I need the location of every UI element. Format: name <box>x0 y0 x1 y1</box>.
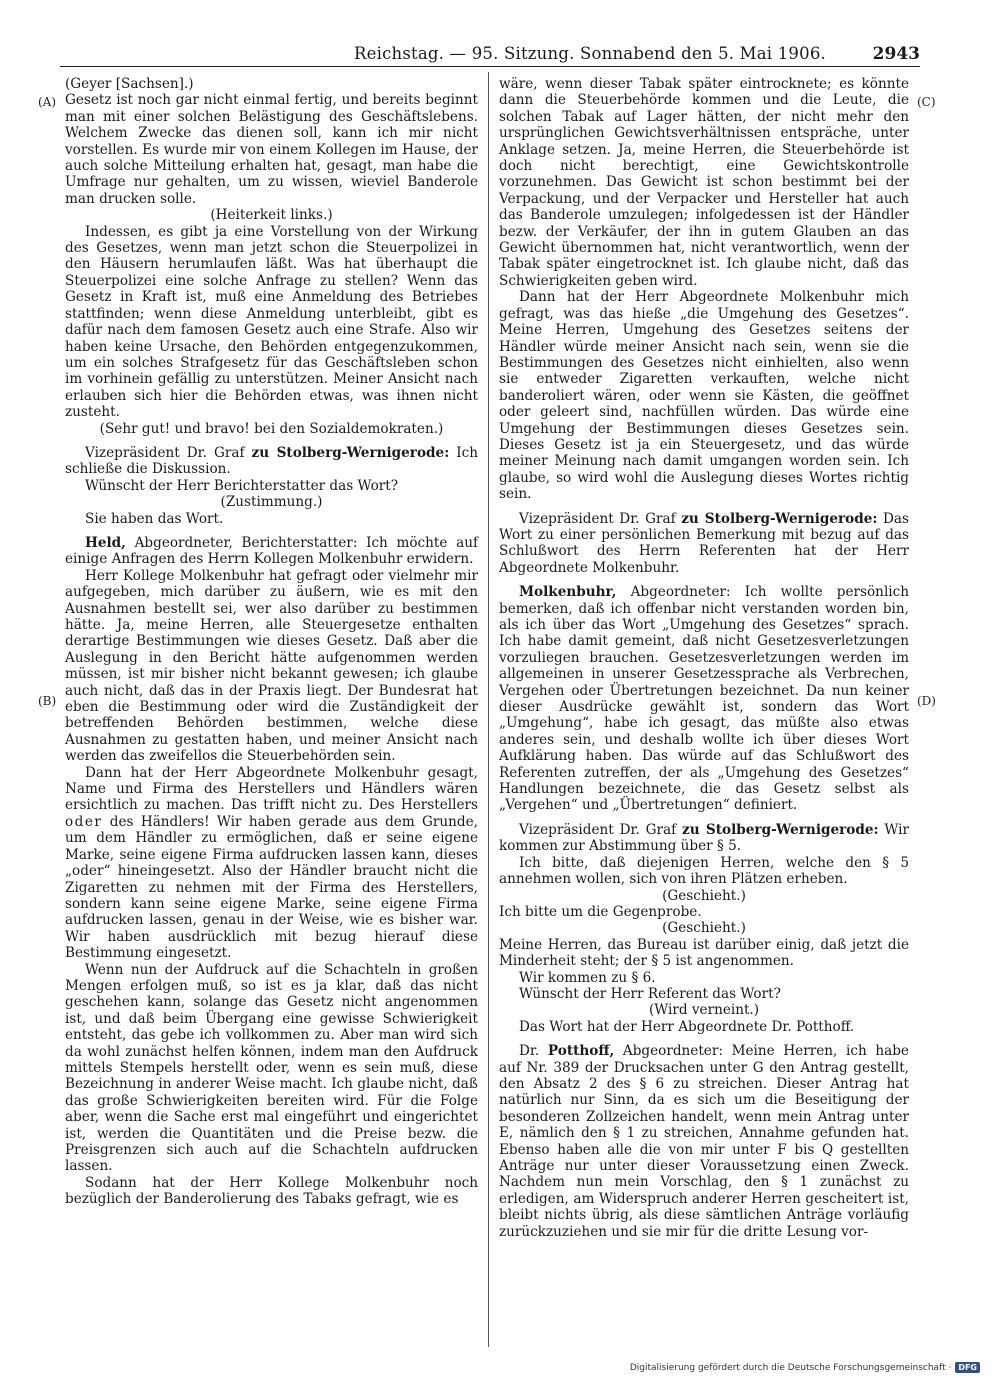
reaction: (Zustimmung.) <box>220 494 323 511</box>
paragraph: Herr Kollege Molkenbuhr hat gefragt oder vielmehr mir aufgegeben, mich darüber zu äußern, wie es mit den Ausnahmen bestellt sei, wer also darüber zu bestimmen hätte. Ja, meine Herren, alle Steuergesetze enthalten derartige Bestimmungen wie dieses Gesetz. Daß aber die Auslegung in den Bericht hätte aufgenommen werden müssen, ist mir bisher nicht bekannt gewesen; ich glaube auch nicht, daß das in der Praxis liegt. Der Bundesrat hat eben die Bestimmung oder wird die Zuständigkeit der betreffenden Behörden bestimmen, welche diese Ausnahmen zu gestatten haben, und meiner Ansicht nach werden das zweifellos die Steuerbehörden sein. <box>65 567 478 765</box>
speaker-paragraph <box>499 1043 909 1240</box>
speaker-tag: (Geyer [Sachsen].) <box>65 76 194 92</box>
speaker-name: Potthoff, <box>547 1043 615 1060</box>
paragraph: wäre, wenn dieser Tabak später eintrocknete; es könnte dann die Steuerbehörde kommen und die Leute, die solchen Tabak auf Lager hätten, der nicht mehr den ursprünglichen Gewichtsverhältnissen entspräche, unter Anklage setzen. Ja, meine Herren, die Steuerbehörde ist doch nicht berechtigt, eine Gewichtskontrolle vorzunehmen. Das Gewicht ist schon bestimmt bei der Verpackung, und der Verpacker und Hersteller hat auch das Banderole umzulegen; infolgedessen ist der Händler bezw. der Verkäufer, der ihn in gutem Glauben an das Gewicht übernommen hat, nicht verantwortlich, wenn der Tabak später eingetrocknet ist. Ich glaube nicht, daß das Schwierigkeiten geben wird. <box>499 76 909 289</box>
speaker-role: Vizepräsident Dr. Graf <box>519 510 676 527</box>
speaker-paragraph <box>499 511 909 577</box>
reaction: (Geschieht.) <box>662 920 746 937</box>
page-title: Reichstag. — 95. Sitzung. Sonnabend den 5. Mai 1906. <box>354 44 826 63</box>
paragraph: Wenn nun der Aufdruck auf die Schachteln in großen Mengen erfolgen muß, so ist es ja klar, daß das nicht geschehen kann, solange das Gesetz nicht angenommen ist, und daß beim Übergang eine gewisse Schwierigkeit entsteht, das gebe ich vollkommen zu. Aber man wird sich da wohl zunächst helfen können, indem man den Aufdruck mittels Stempels herstellt oder, wenn es sein muß, diese Bezeichnung in anderer Weise macht. Ich glaube nicht, daß das große Schwierigkeiten bereiten wird. Für die Folge aber, wenn die Sache erst mal eingeführt und eingerichtet ist, werden die Quantitäten und die Preise bezw. die Preisgrenzen sich auch auf die Schachteln aufdrucken lassen. <box>65 961 478 1175</box>
speech-text: Das Wort zu einer persönlichen Bemerkung mit bezug auf das Schlußwort des Herrn Referenten hat der Herr Abgeordnete Molkenbuhr. <box>499 510 909 576</box>
paragraph: Sie haben das Wort. <box>85 510 224 527</box>
speaker-name: zu Stolberg-Wernigerode: <box>681 510 878 527</box>
paragraph: Gesetz ist noch gar nicht einmal fertig, und bereits beginnt man mit einer solchen Belästigung des Geschäftslebens. Welchem Zwecke das dienen soll, kann ich mir nicht vorstellen. Es wurde mir von einem Kollegen im Hause, der auch solche Mitteilung erhalten hat, gesagt, man habe die Umfrage nur gehalten, um zu wissen, wieviel Banderole man drucken solle. <box>65 92 478 207</box>
reaction: (Geschieht.) <box>662 887 746 904</box>
column-divider <box>488 72 489 1347</box>
speaker-paragraph <box>499 584 909 814</box>
paragraph: Indessen, es gibt ja eine Vorstellung von der Wirkung des Gesetzes, wenn man jetzt schon die Steuerpolizei in den Häusern herumlaufen läßt. Was hat überhaupt die Steuerpolizei eine solche Anfrage zu stellen? Wenn das Gesetz in Kraft ist, muß eine Anmeldung des Betriebes stattfinden; wenn diese Anmeldung unterbleibt, gibt es dafür nach dem famosen Gesetz auch eine Strafe. Also wir haben keine Ursache, den Behörden entgegenzukommen, um ein solches Strafgesetz für das Geschäftsleben schon im vorhinein gefällig zu unterstützen. Meiner Ansicht nach erlauben sich hier die Behörden etwas, was ihnen nicht zusteht. <box>65 223 478 421</box>
speaker-name: Held, <box>85 534 126 551</box>
speaker-paragraph <box>499 822 909 855</box>
emphasis: oder <box>65 813 103 830</box>
credit-text: Digitalisierung gefördert durch die Deutsche Forschungsgemeinschaft · <box>629 1362 952 1373</box>
paragraph: Meine Herren, das Bureau ist darüber einig, daß jetzt die Minderheit steht; der § 5 ist angenommen. <box>499 936 909 970</box>
paragraph: Sodann hat der Herr Kollege Molkenbuhr noch bezüglich der Banderolierung des Tabaks gefragt, wie es <box>65 1174 478 1208</box>
speaker-name: zu Stolberg-Wernigerode: <box>682 821 879 838</box>
speaker-name: Molkenbuhr, <box>519 584 617 601</box>
paragraph: Wünscht der Herr Berichterstatter das Wort? <box>85 477 399 494</box>
paragraph: Ich bitte, daß diejenigen Herren, welche den § 5 annehmen wollen, sich von ihren Plätzen erheben. <box>499 854 909 888</box>
paragraph: Das Wort hat der Herr Abgeordnete Dr. Potthoff. <box>519 1018 855 1035</box>
paragraph: Wünscht der Herr Referent das Wort? <box>519 985 781 1002</box>
speech-text: Abgeordneter, Berichterstatter: Ich möchte auf einige Anfragen des Herrn Kollegen Molkenbuhr erwidern. <box>65 534 478 568</box>
paragraph: Wir kommen zu § 6. <box>519 969 656 986</box>
digitization-credit <box>630 1362 980 1373</box>
page-header <box>60 40 920 67</box>
reaction: (Heiterkeit links.) <box>210 207 333 224</box>
margin-marker-b: (B) <box>38 694 57 708</box>
left-column <box>65 76 478 1208</box>
right-column <box>499 76 909 1240</box>
page-number: 2943 <box>872 44 920 64</box>
paragraph: Dann hat der Herr Abgeordnete Molkenbuhr mich gefragt, was das hieße „die Umgehung des Gesetzes“. Meine Herren, Umgehung des Gesetzes seitens der Händler würde meiner Ansicht nach sein, wenn sie die Bestimmungen des Gesetzes nicht einhielten, also wenn sie entweder Zigaretten verkauften, welche nicht banderoliert wären, oder wenn sie Kästen, die geöffnet oder geleert sind, nachfüllen würden. Das würde eine Umgehung der Bestimmungen dieses Gesetzes sein. Dieses Gesetz ist ja ein Steuergesetz, und das würde meiner Meinung nach damit umgangen worden sein. Ich glaube, so wird wohl die Auslegung dieses Wortes richtig sein. <box>499 289 909 503</box>
speech-text: Ich schließe die Diskussion. <box>65 444 478 478</box>
speaker-title: Dr. <box>519 1043 540 1060</box>
margin-marker-a: (A) <box>38 95 57 109</box>
speech-text: Abgeordneter: Ich wollte persönlich bemerken, daß ich offenbar nicht verstanden worden bin, als ich über das Wort „Umgehung des Gesetzes“ sprach. Ich habe damit gemeint, daß nicht Gesetzesverletzungen vorzuliegen brauchen. Gesetzesverletzungen werden im allgemeinen in unserer Gesetzessprache als Verbrechen, Vergehen oder Übertretungen bezeichnet. Da nun keiner dieser Ausdrücke gewählt ist, sondern das Wort „Umgehung“, habe ich gesagt, das müßte also etwas anderes sein, und deshalb wollte ich über dieses Wort Aufklärung haben. Das würde auf das Schlußwort des Referenten zutreffen, der als „Umgehung des Gesetzes“ Handlungen bezeichnete, die das Gesetz selbst als „Vergehen“ und „Übertretungen“ definiert. <box>499 584 910 814</box>
paragraph: Ich bitte um die Gegenprobe. <box>499 903 702 920</box>
speech-text: Abgeordneter: Meine Herren, ich habe auf Nr. 389 der Drucksachen unter G den Antrag gestellt, den Absatz 2 des § 6 zu streichen. Dieser Antrag hat natürlich nur Sinn, da es sich um die Beseitigung der besonderen Zollzeichen handelt, wenn mein Antrag unter E, nämlich den § 1 zu streichen, Annahme gefunden hat. Ebenso haben alle die von mir unter F bis Q gestellten Anträge nur unter dieser Voraussetzung einen Zweck. Nachdem nun mein Vorschlag, den § 1 zunächst zu erledigen, am Widerspruch anderer Herren gescheitert ist, bleibt nichts übrig, als diese sämtlichen Anträge vorläufig zurückzuziehen und sie mir für die dritte Lesung vor- <box>499 1043 909 1240</box>
speaker-role: Vizepräsident Dr. Graf <box>85 444 245 461</box>
speech-text: Wir kommen zur Abstimmung über § 5. <box>499 821 910 855</box>
margin-marker-d: (D) <box>917 694 936 708</box>
speaker-paragraph <box>65 445 478 478</box>
reaction: (Sehr gut! und bravo! bei den Sozialdemokraten.) <box>99 420 444 437</box>
reaction: (Wird verneint.) <box>648 1002 760 1019</box>
speaker-name: zu Stolberg-Wernigerode: <box>251 444 450 461</box>
dfg-logo: DFG <box>955 1362 980 1373</box>
speaker-role: Vizepräsident Dr. Graf <box>519 821 677 838</box>
paragraph: Dann hat der Herr Abgeordnete Molkenbuhr gesagt, Name und Firma des Herstellers und Händlers wären ersichtlich zu machen. Das trifft nicht zu. Des Herstellers oder des Händlers! Wir haben gerade aus dem Grunde, um dem Händler zu ermöglichen, daß er seine eigene Marke, seine eigene Firma aufdrucken lassen kann, dieses „oder“ hineingesetzt. Also der Händler braucht nicht die Zigaretten zu nehmen mit der Firma des Herstellers, sondern kann seine eigene Marke, seine eigene Firma aufdrucken lassen, genau in der Weise, wie es bisher war. Wir haben ausdrücklich mit bezug hierauf diese Bestimmung eingesetzt. <box>65 764 478 962</box>
speaker-paragraph <box>65 535 478 568</box>
margin-marker-c: (C) <box>917 95 936 109</box>
